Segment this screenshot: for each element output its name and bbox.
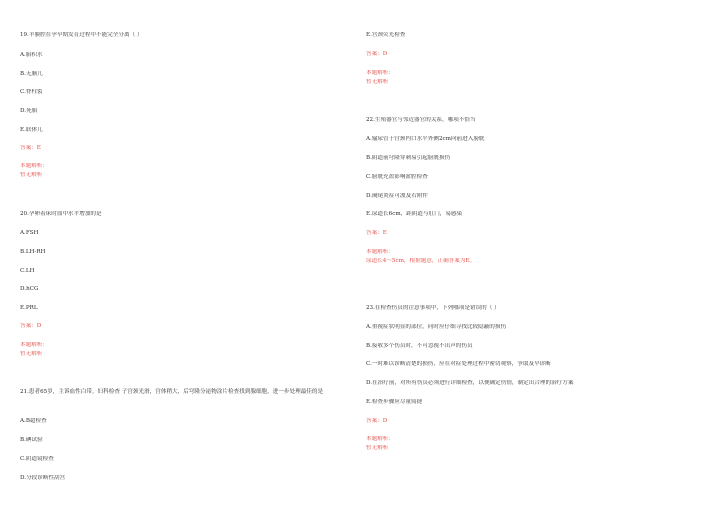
q19-analysis-text: 暂无解析: [20, 172, 43, 178]
q22-option-e: E.尿道长6cm，距阴道与肛门，易感染: [366, 211, 463, 217]
q23-option-e: E.检查步骤应尽量简捷: [366, 399, 423, 405]
q21-analysis-text: 暂无解析: [366, 79, 389, 85]
q20-option-d: D.hCG: [20, 286, 39, 292]
q20-option-a: A.FSH: [20, 230, 39, 236]
question-19-text: 19.羊膜腔在孕早期发育过程中不能完全分离（ ）: [20, 32, 143, 38]
right-column: [366, 0, 696, 508]
question-20-text: 20.孕卵着床时血中水平增加的是: [20, 211, 102, 217]
q22-option-c: C.膀胱充盈影响盆腔检查: [366, 174, 428, 180]
question-21-text: 21.患者65岁，主诉血性白带。妇科检查 子宫颈光滑，宫体稍大，后穹隆分泌物涂片检查找到腺细胞，进一步处理最佳的是: [20, 389, 324, 395]
q21-option-c: C.阴道镜检查: [20, 456, 54, 462]
q23-option-a: A.重视症状明显的部位，同时应仔细寻找比较隐蔽的损伤: [366, 324, 507, 330]
q20-analysis-title: 本题解析：: [20, 342, 48, 348]
q23-option-d: D.在治疗前，对所有伤员必须进行详细检查，以便确定伤情，制定出合理的治疗方案: [366, 380, 574, 386]
q21-option-b: B.碘试验: [20, 437, 43, 443]
q22-answer: 答案：E: [366, 230, 387, 236]
q23-answer: 答案：D: [366, 418, 388, 424]
q23-option-c: C.一时难以诊断清楚的损伤，应在对症处理过程中密切观察，争取及早诊断: [366, 361, 551, 367]
q22-option-a: A.输尿管于宫颈内口水平外侧2cm向前进入膀胱: [366, 136, 485, 142]
q20-option-e: E.PRL: [20, 305, 38, 311]
q23-analysis-title: 本题解析：: [366, 436, 394, 442]
q19-option-e: E.联体儿: [20, 127, 43, 133]
q22-option-b: B.阴道前穹隆穿刺易引起膀胱损伤: [366, 155, 451, 161]
q19-answer: 答案：E: [20, 145, 41, 151]
question-22-text: 22.生殖器官与邻近器官的关系，哪项不恰当: [366, 117, 476, 123]
q21-answer: 答案：D: [366, 51, 388, 57]
q19-option-d: D.死胎: [20, 108, 38, 114]
question-23-text: 23.在检查伤员的注意事项中，下列哪项是错误的（ ）: [366, 305, 500, 311]
q21-option-a: A.B超检查: [20, 418, 47, 424]
q19-option-a: A.胎积水: [20, 52, 43, 58]
q19-option-c: C.脊柱裂: [20, 89, 43, 95]
q22-analysis-title: 本题解析：: [366, 249, 394, 255]
q22-analysis-text: 尿道长4～5cm，根据题意，正确答案为E。: [366, 258, 476, 264]
q21-option-d: D.分段诊断性刮宫: [20, 475, 66, 481]
q20-option-c: C.LH: [20, 268, 35, 274]
q19-option-b: B.无脑儿: [20, 71, 43, 77]
q22-option-d: D.阑尾炎症可波及右附件: [366, 193, 429, 199]
q20-analysis-text: 暂无解析: [20, 351, 43, 357]
q20-option-b: B.LH-RH: [20, 249, 46, 255]
left-column: [20, 0, 350, 508]
q23-option-b: B.接收多个伤员时，不可忽视不出声的伤员: [366, 343, 473, 349]
q19-analysis-title: 本题解析：: [20, 163, 48, 169]
q21-option-e: E.宫颈荧光检查: [366, 32, 406, 38]
q20-answer: 答案：D: [20, 323, 42, 329]
q23-analysis-text: 暂无解析: [366, 445, 389, 451]
q21-analysis-title: 本题解析：: [366, 70, 394, 76]
